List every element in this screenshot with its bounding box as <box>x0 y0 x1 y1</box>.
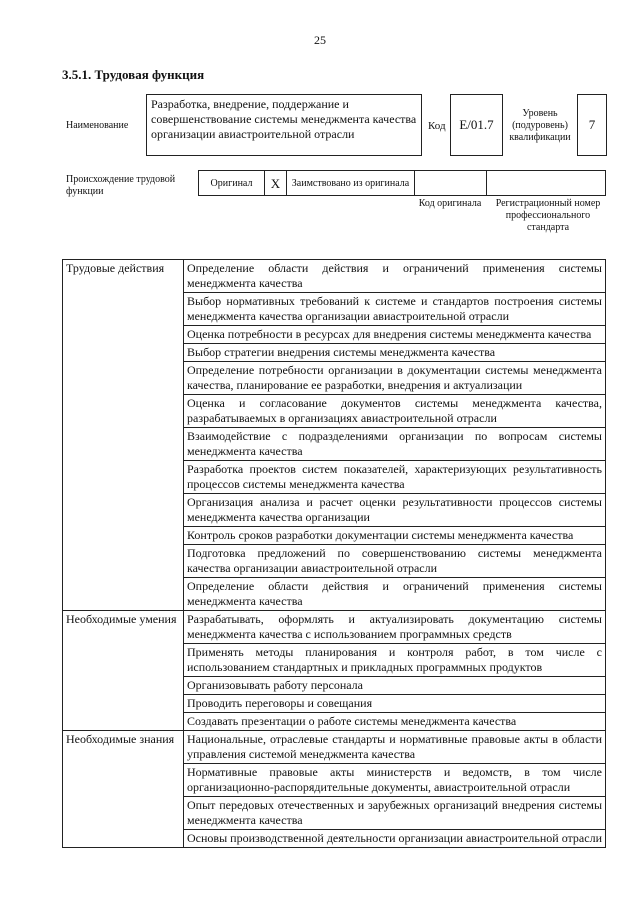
section-item: Оценка потребности в ресурсах для внедрения системы менеджмента качества <box>184 326 606 344</box>
section-category: Трудовые действия <box>63 260 184 611</box>
section-item: Выбор стратегии внедрения системы менеджмента качества <box>184 344 606 362</box>
level-value-box: 7 <box>577 94 607 156</box>
section-item: Применять методы планирования и контроля работ, в том числе с использованием стандартных и прикладных программных продуктов <box>184 644 606 677</box>
function-code-box: E/01.7 <box>450 94 503 156</box>
section-item: Определение области действия и ограничений применения системы менеджмента качества <box>184 578 606 611</box>
section-title: 3.5.1. Трудовая функция <box>62 67 205 82</box>
level-label: Уровень (подуровень) квалификации <box>509 108 571 143</box>
functions-table <box>62 259 606 848</box>
section-item: Выбор нормативных требований к системе и стандартов построения системы менеджмента качества организации авиастроительной отрасли <box>184 293 606 326</box>
section-item: Организовывать работу персонала <box>184 677 606 695</box>
section-item: Нормативные правовые акты министерств и ведомств, в том числе организационно-распорядительные документы, авиастроительной отрасли <box>184 764 606 797</box>
section-item: Проводить переговоры и совещания <box>184 695 606 713</box>
section-category: Необходимые умения <box>63 611 184 731</box>
origin-table <box>198 170 606 196</box>
section-item: Основы производственной деятельности организации авиастроительной отрасли <box>184 830 606 848</box>
section-item: Создавать презентации о работе системы менеджмента качества <box>184 713 606 731</box>
section-item: Организация анализа и расчет оценки результативности процессов системы менеджмента качества организации <box>184 494 606 527</box>
function-name-box: Разработка, внедрение, поддержание и совершенствование системы менеджмента качества организации авиастроительной отрасли <box>146 94 422 156</box>
original-label: Оригинал <box>199 171 265 195</box>
section-item: Определение потребности организации в документации системы менеджмента качества, планирование ее разработки, внедрения и актуализации <box>184 362 606 395</box>
table-row <box>63 611 606 644</box>
section-category: Необходимые знания <box>63 731 184 848</box>
borrowed-label: Заимствовано из оригинала <box>287 171 415 195</box>
code-label: Код <box>428 120 446 132</box>
section-item: Оценка и согласование документов системы менеджмента качества, разрабатываемых в организациях авиастроительной отрасли <box>184 395 606 428</box>
section-item: Разработка проектов систем показателей, характеризующих результативность процессов системы менеджмента качества <box>184 461 606 494</box>
code-original-label: Код оригинала <box>418 198 482 209</box>
section-item: Взаимодействие с подразделениями организации по вопросам системы менеджмента качества <box>184 428 606 461</box>
code-original-cell <box>415 171 487 195</box>
section-item: Определение области действия и ограничений применения системы менеджмента качества <box>184 260 606 293</box>
reg-number-cell <box>487 171 605 195</box>
section-item: Разрабатывать, оформлять и актуализировать документацию системы менеджмента качества с использованием программных средств <box>184 611 606 644</box>
table-row <box>63 731 606 764</box>
section-item: Контроль сроков разработки документации системы менеджмента качества <box>184 527 606 545</box>
origin-label: Происхождение трудовой функции <box>66 174 176 197</box>
page-number: 25 <box>314 33 326 47</box>
section-item: Подготовка предложений по совершенствованию системы менеджмента качества организации авиастроительной отрасли <box>184 545 606 578</box>
original-mark: X <box>265 171 287 195</box>
reg-number-label: Регистрационный номер профессионального стандарта <box>495 198 601 233</box>
table-row <box>63 260 606 293</box>
name-label: Наименование <box>66 120 129 131</box>
section-item: Национальные, отраслевые стандарты и нормативные правовые акты в области управления системой менеджмента качества <box>184 731 606 764</box>
section-item: Опыт передовых отечественных и зарубежных организаций внедрения системы менеджмента качества <box>184 797 606 830</box>
